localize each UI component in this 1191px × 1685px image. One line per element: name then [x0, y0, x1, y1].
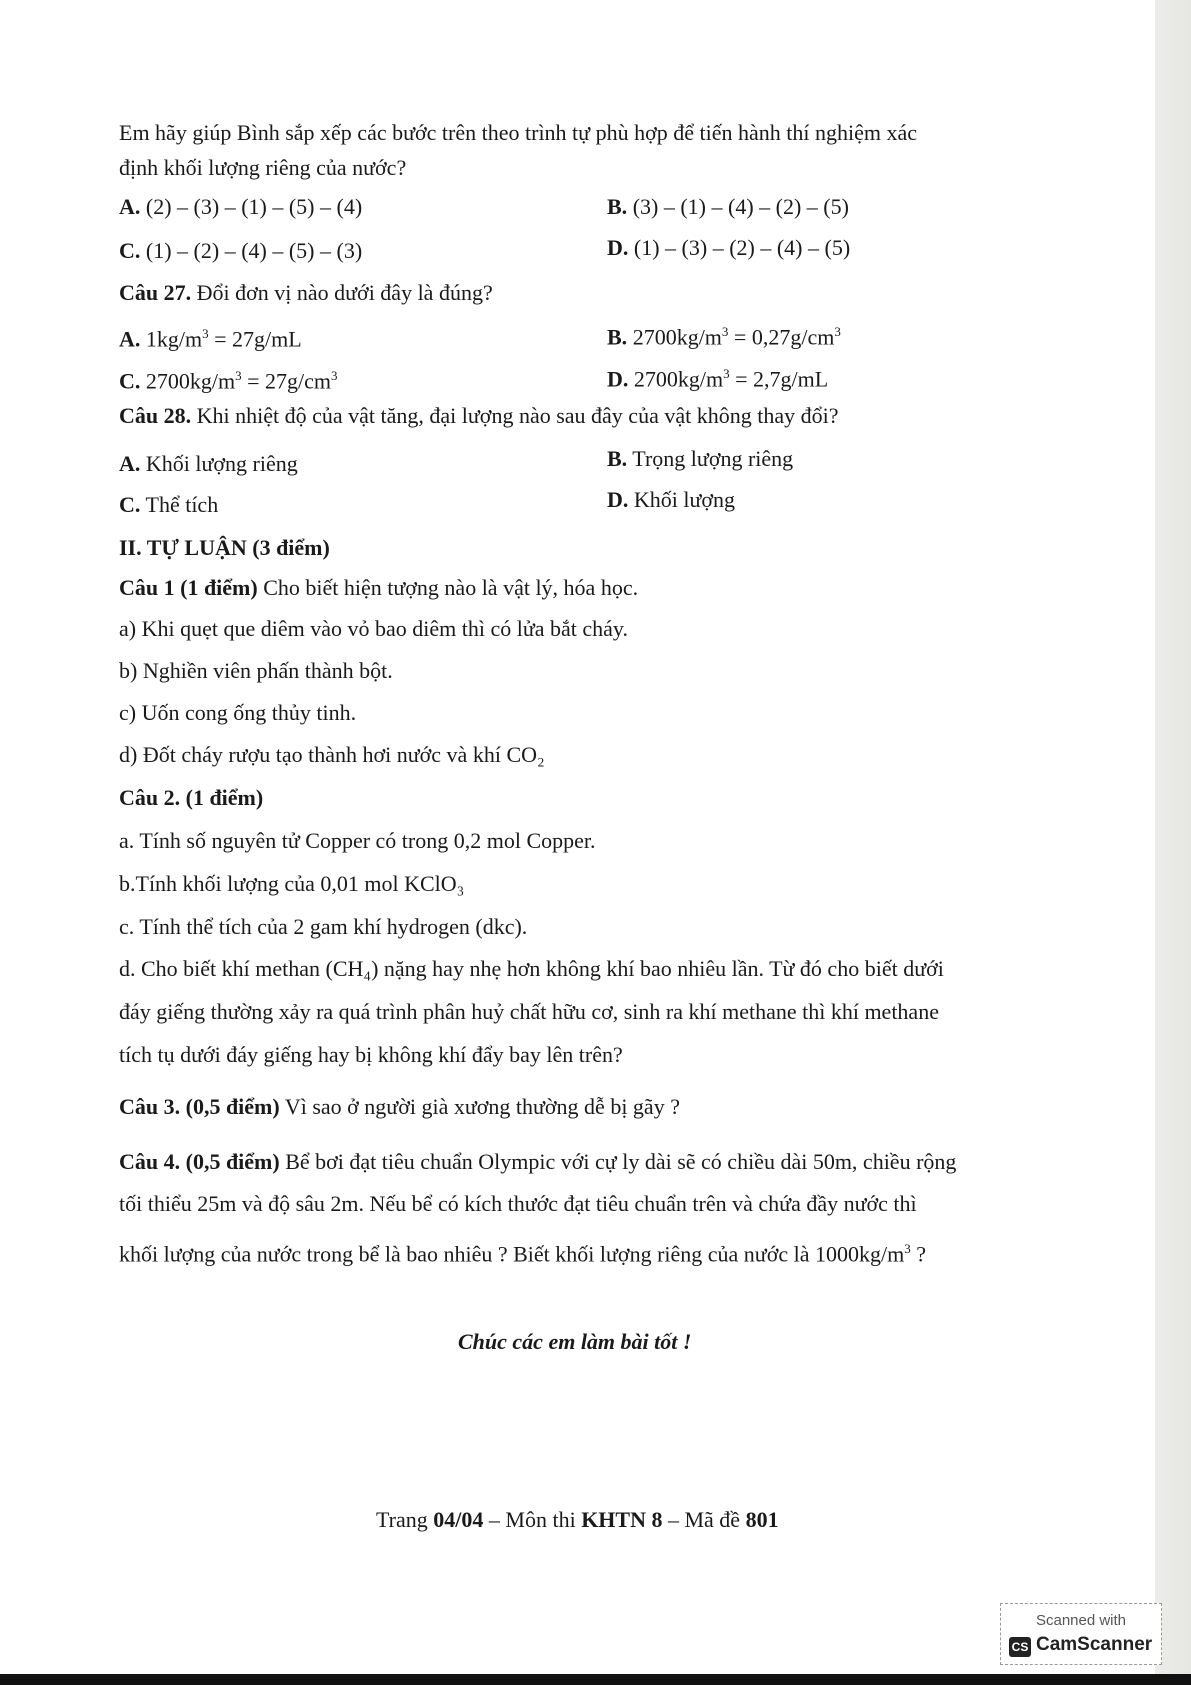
- c1-item-c: c) Uốn cong ống thủy tinh.: [119, 700, 357, 725]
- q26-option-b: B. (3) – (1) – (4) – (2) – (5): [607, 194, 849, 219]
- c2-item-a: a. Tính số nguyên tử Copper có trong 0,2 mol Copper.: [119, 828, 596, 853]
- c2-item-c: c. Tính thể tích của 2 gam khí hydrogen (dkc).: [119, 914, 528, 939]
- q26-option-a: A. (2) – (3) – (1) – (5) – (4): [119, 194, 363, 219]
- intro-line-1: Em hãy giúp Bình sắp xếp các bước trên theo trình tự phù hợp để tiến hành thí nghiệm xác: [119, 120, 917, 145]
- c1-item-d: d) Đốt cháy rượu tạo thành hơi nước và khí CO₂: [119, 742, 545, 767]
- camscanner-logo-icon: CS: [1009, 1637, 1031, 1657]
- c2-item-d-line-2: đáy giếng thường xảy ra quá trình phân huỷ chất hữu cơ, sinh ra khí methane thì khí methane: [119, 999, 939, 1024]
- page-footer: Trang 04/04 – Môn thi KHTN 8 – Mã đề 801: [376, 1507, 779, 1532]
- camscanner-stamp: [1000, 1603, 1162, 1665]
- q27-question: Câu 27. Đổi đơn vị nào dưới đây là đúng?: [119, 280, 493, 305]
- c4-question-line-3: khối lượng của nước trong bể là bao nhiêu ? Biết khối lượng riêng của nước là $1000kg/m^3$ ?: [119, 1241, 926, 1267]
- scan-bottom-edge: [0, 1674, 1191, 1685]
- c2-question: Câu 2. (1 điểm): [119, 785, 264, 810]
- stamp-caption: Scanned with: [1035, 1612, 1127, 1629]
- c2-item-b: b.Tính khối lượng của 0,01 mol KClO₃: [119, 871, 465, 896]
- q28-option-d: D. Khối lượng: [607, 487, 736, 512]
- q28-option-c: C. Thể tích: [119, 492, 219, 517]
- c3-question: Câu 3. (0,5 điểm) Vì sao ở người già xương thường dễ bị gãy ?: [119, 1094, 680, 1119]
- scan-edge: [1155, 0, 1191, 1685]
- stamp-brand: CamScanner: [1036, 1634, 1153, 1655]
- c2-item-d-line-1: d. Cho biết khí methan (CH₄) nặng hay nhẹ hơn không khí bao nhiêu lần. Từ đó cho biết dưới: [119, 956, 944, 981]
- c1-question: Câu 1 (1 điểm) Cho biết hiện tượng nào là vật lý, hóa học.: [119, 575, 639, 600]
- q28-question: Câu 28. Khi nhiệt độ của vật tăng, đại lượng nào sau đây của vật không thay đổi?: [119, 403, 839, 428]
- q27-option-c: C. $2700kg/m^3 = 27g/cm^3$: [119, 368, 338, 394]
- q26-option-d: D. (1) – (3) – (2) – (4) – (5): [607, 235, 851, 260]
- q28-option-a: A. Khối lượng riêng: [119, 451, 298, 476]
- c4-question-line-1: Câu 4. (0,5 điểm) Bể bơi đạt tiêu chuẩn Olympic với cự ly dài sẽ có chiều dài 50m, chiều rộng: [119, 1149, 957, 1174]
- closing-message: Chúc các em làm bài tốt !: [458, 1329, 692, 1354]
- c1-item-a: a) Khi quẹt que diêm vào vỏ bao diêm thì có lửa bắt cháy.: [119, 616, 629, 641]
- c2-item-d-line-3: tích tụ dưới đáy giếng hay bị không khí đẩy bay lên trên?: [119, 1042, 623, 1067]
- c4-question-line-2: tối thiểu 25m và độ sâu 2m. Nếu bể có kích thước đạt tiêu chuẩn trên và chứa đầy nước thì: [119, 1191, 917, 1216]
- c1-item-b: b) Nghiền viên phấn thành bột.: [119, 658, 393, 683]
- q28-option-b: B. Trọng lượng riêng: [607, 446, 794, 471]
- q27-option-d: D. $2700kg/m^3 = 2,7g/mL$: [607, 366, 829, 392]
- section-title: II. TỰ LUẬN (3 điểm): [119, 535, 330, 560]
- q27-option-a: A. $1kg/m^3 = 27g/mL$: [119, 326, 302, 352]
- intro-line-2: định khối lượng riêng của nước?: [119, 155, 407, 180]
- q27-option-b: B. $2700kg/m^3 = 0,27g/cm^3$: [607, 324, 841, 350]
- q26-option-c: C. (1) – (2) – (4) – (5) – (3): [119, 238, 363, 263]
